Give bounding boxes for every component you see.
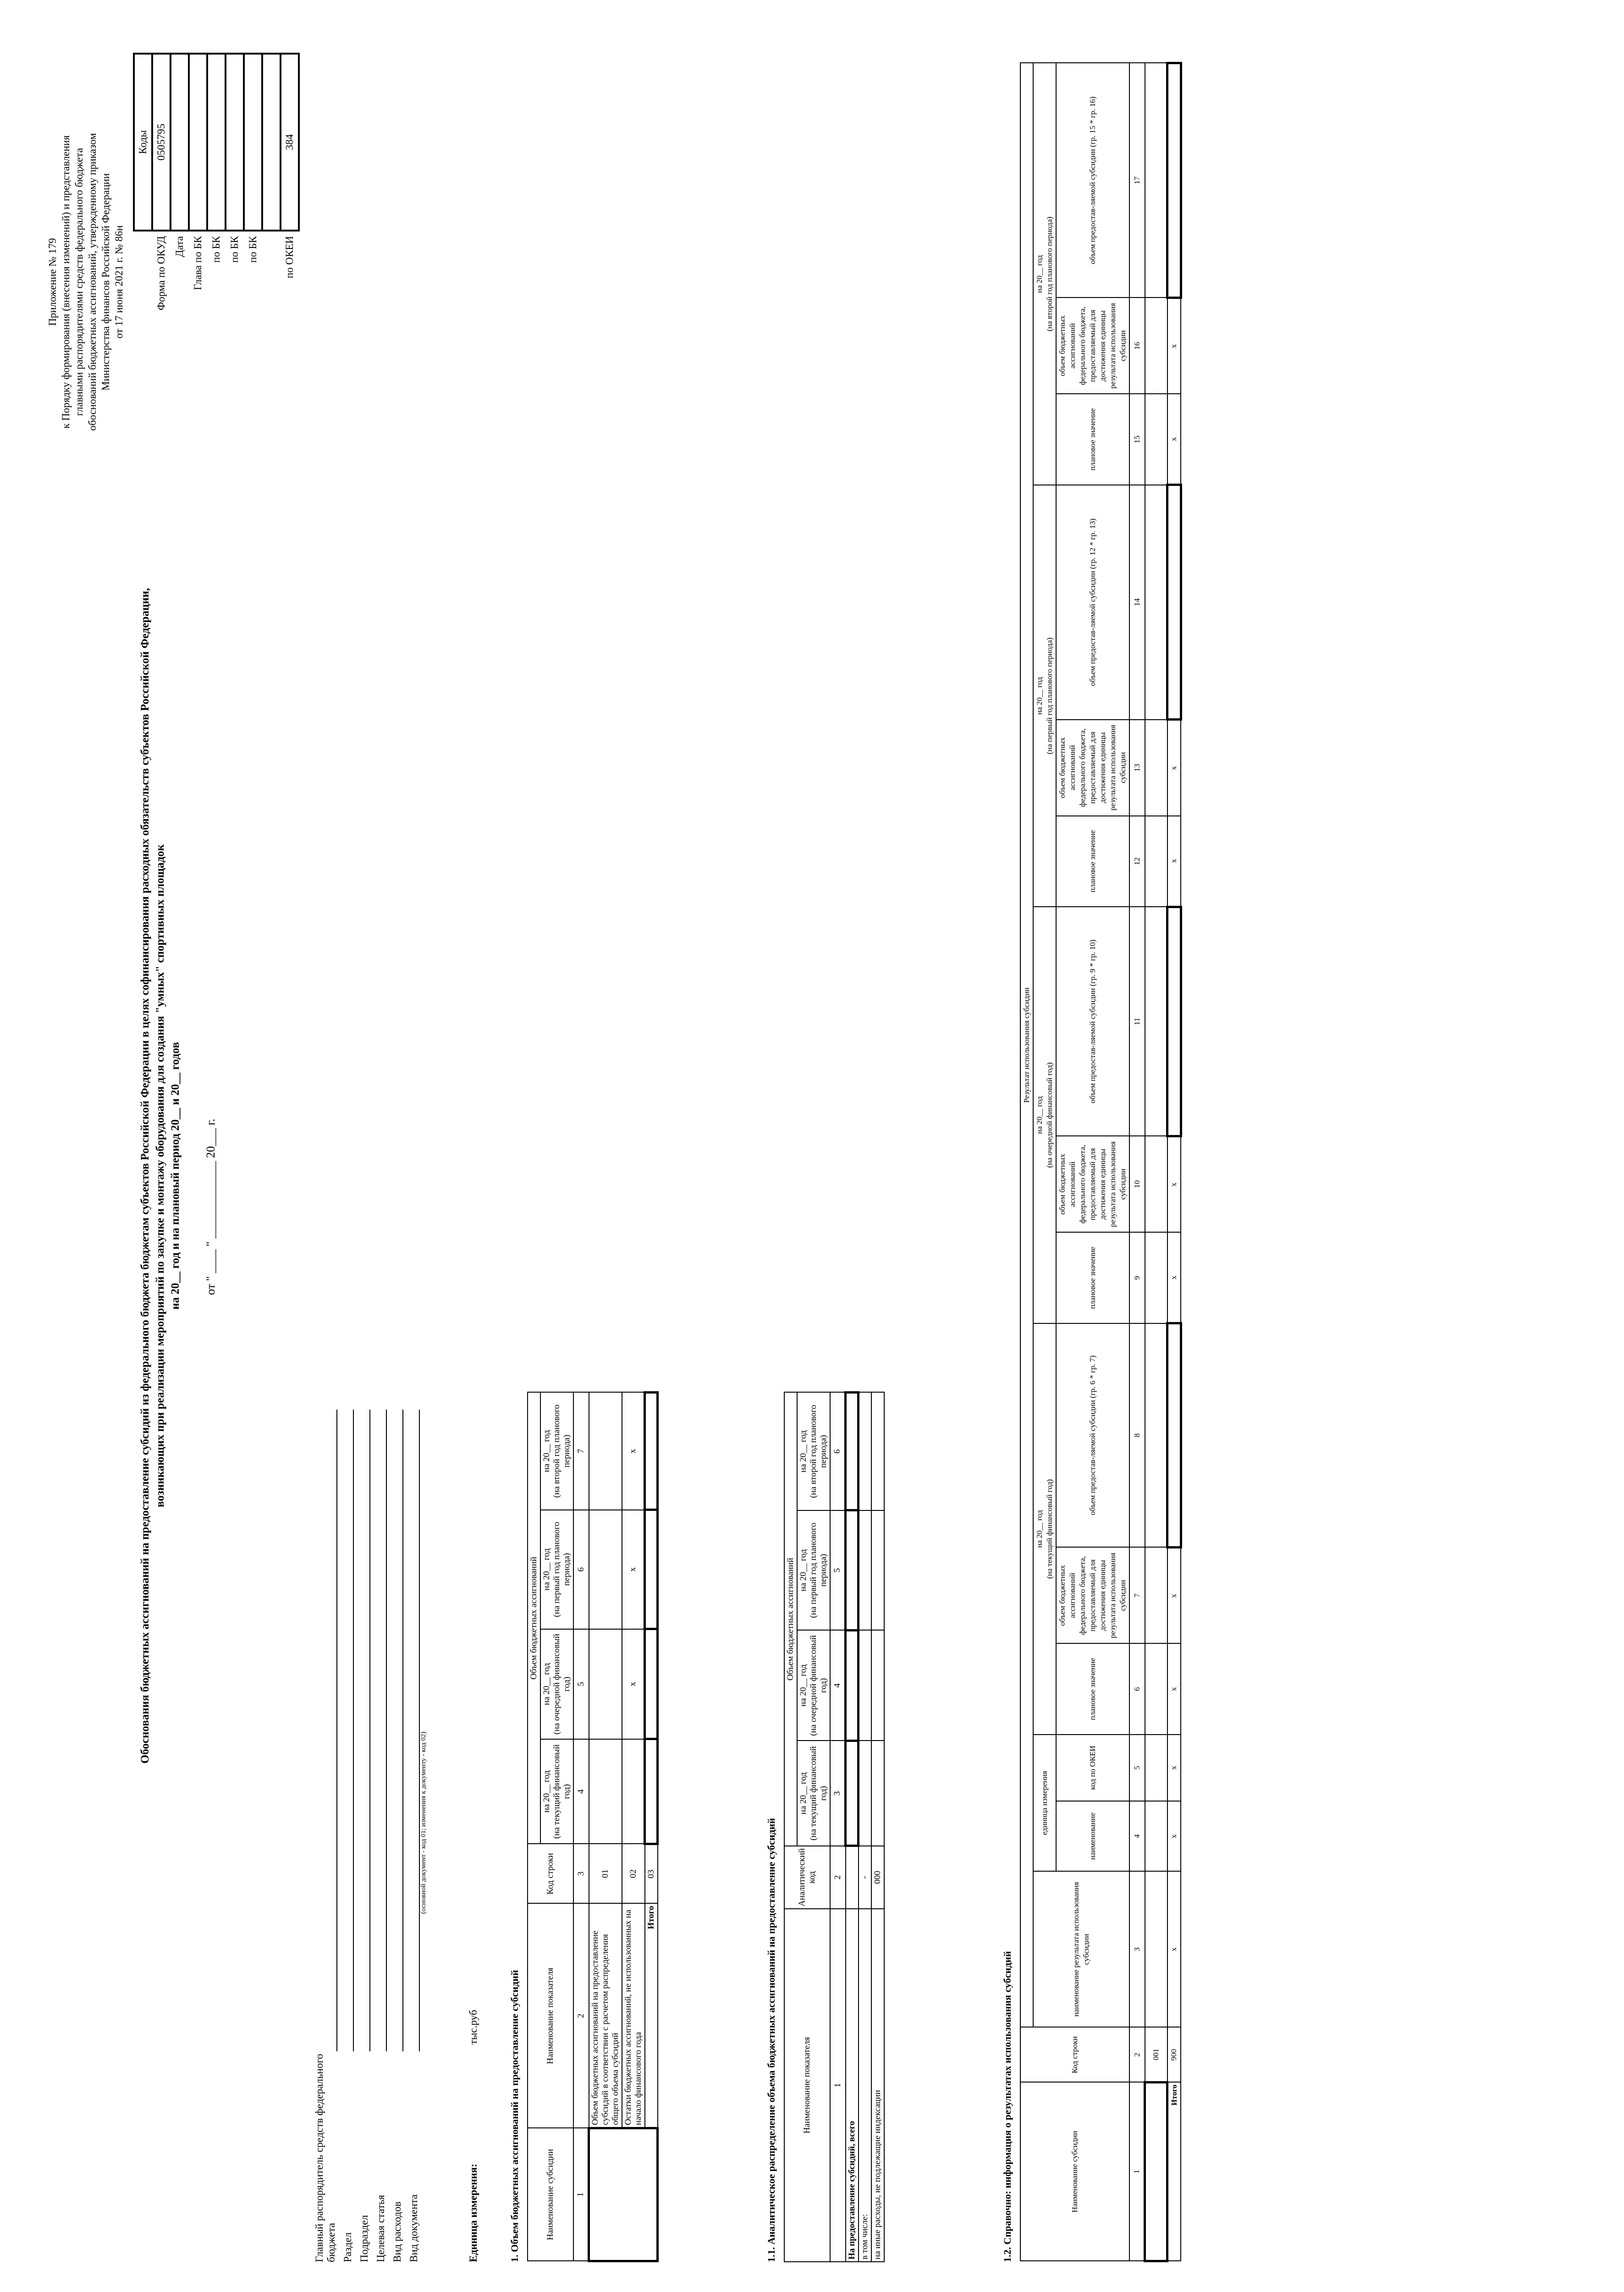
col-head-year — [797, 1510, 830, 1630]
year-sub: (на очередной финансовый год) — [552, 1634, 572, 1735]
total-label: Итого — [645, 1904, 658, 2128]
x-cell: x — [1167, 1735, 1181, 1801]
x-cell: x — [1167, 298, 1181, 394]
col-number: 5 — [573, 1629, 589, 1739]
col-head-volume: объем бюджетных ассигнований федерального бюджета, предоставляемый для достижения единицы результата использования субсидии — [1056, 1136, 1129, 1232]
appendix-number: Приложение № 179 — [47, 238, 58, 326]
col-head: Наименование субсидии — [1020, 2083, 1129, 2261]
grbs-label: Главный распорядитель средств федерального бюджета — [314, 2054, 337, 2262]
subsidy-name-cell[interactable] — [1145, 2083, 1167, 2261]
value-cell[interactable] — [1167, 907, 1181, 1136]
table-row — [589, 1393, 622, 2261]
row-code: 01 — [589, 1844, 622, 1904]
value-cell[interactable] — [846, 1741, 859, 1846]
x-cell: x — [1167, 1872, 1181, 2028]
col-head: единица измерения — [1033, 1735, 1056, 1872]
row-code: 900 — [1167, 2028, 1181, 2083]
code-label: по БК — [210, 236, 222, 263]
unit-label: Единица измерения: — [468, 2164, 479, 2262]
doc-hint: (основной документ - код 01; изменения к документу - код 02) — [420, 1731, 427, 1914]
title-line: на 20__ год и на плановый период 20__ и 20__ годов — [169, 1042, 182, 1310]
year-label: на 20__ год — [542, 1770, 551, 1813]
col-number: 1 — [830, 1909, 846, 2262]
code-value[interactable] — [262, 54, 281, 231]
code-value[interactable] — [207, 54, 226, 231]
appendix-line: от 17 июня 2021 г. № 86н — [113, 225, 125, 339]
col-head-plan: плановое значение — [1056, 816, 1129, 907]
col-number: 15 — [1129, 394, 1145, 485]
section12-title: 1.2. Справочно: информация о результатах использования субсидий — [1002, 1951, 1013, 2262]
value-cell[interactable] — [859, 1630, 871, 1741]
x-cell: x — [1167, 1232, 1181, 1323]
col-head-year — [540, 1393, 573, 1510]
appendix-header — [46, 53, 126, 511]
value-cell[interactable] — [871, 1630, 884, 1741]
col-number: 11 — [1129, 907, 1145, 1136]
col-head-plan: плановое значение — [1056, 394, 1129, 485]
unit-value: тыс.руб — [468, 2010, 479, 2045]
requisites-block — [314, 1410, 428, 2262]
col-number: 7 — [1129, 1547, 1145, 1643]
col-number: 13 — [1129, 720, 1145, 816]
col-head: Наименование субсидии — [528, 2128, 573, 2261]
target-label: Целевая статья — [375, 2195, 386, 2262]
col-number: 7 — [573, 1393, 589, 1510]
col-head-year — [1033, 1323, 1056, 1735]
code-value[interactable]: 384 — [281, 54, 299, 231]
code-label: по ОКЕИ — [284, 236, 295, 279]
year-sub: (на очередной финансовый год) — [809, 1635, 828, 1736]
x-cell: x — [1167, 1643, 1181, 1734]
value-cell[interactable] — [1145, 1735, 1167, 1801]
col-head-year — [797, 1393, 830, 1510]
col-number: 5 — [1129, 1735, 1145, 1801]
col-head-plan: плановое значение — [1056, 1232, 1129, 1323]
document-title — [138, 328, 183, 2024]
value-cell[interactable] — [589, 1393, 622, 1510]
year-sub: (на второй год планового периода) — [552, 1404, 572, 1498]
col-head: наименование результата использования субсидии — [1033, 1872, 1129, 2028]
col-number: 3 — [1129, 1872, 1145, 2028]
col-number: 2 — [573, 1904, 589, 2128]
subsidy-name-cell[interactable] — [589, 2128, 658, 2261]
col-head-volume: объем бюджетных ассигнований федерального бюджета, предоставляемый для достижения единицы результата использования субсидии — [1056, 298, 1129, 394]
x-cell: x — [622, 1393, 645, 1510]
code-label: по БК — [247, 236, 259, 263]
col-head: Объем бюджетных ассигнований — [528, 1393, 540, 1844]
value-cell[interactable] — [1145, 485, 1167, 720]
col-number: 12 — [1129, 816, 1145, 907]
col-number: 3 — [830, 1741, 846, 1846]
col-number: 4 — [830, 1630, 846, 1741]
col-head: код по ОКЕИ — [1056, 1735, 1129, 1801]
indicator-name: на иные расходы, не подлежащие индексации — [871, 1909, 884, 2262]
x-cell: x — [622, 1510, 645, 1629]
year-label: на 20__ год — [798, 1549, 808, 1592]
year-sub: (на первый год планового периода) — [552, 1521, 572, 1617]
year-label: на 20__ год — [542, 1548, 551, 1591]
col-head-year — [1033, 907, 1056, 1323]
col-number: 16 — [1129, 298, 1145, 394]
document-sheet — [28, 34, 1600, 2281]
appendix-line: к Порядку формирования (внесения изменений) и представления — [60, 135, 72, 429]
value-cell[interactable] — [645, 1510, 658, 1629]
year-sub: (на текущий финансовый год) — [1045, 1479, 1054, 1579]
target-field[interactable] — [374, 1410, 387, 2051]
year-sub: (на первый год планового периода) — [809, 1522, 828, 1618]
table-row — [871, 1393, 884, 2262]
value-cell[interactable] — [1145, 1232, 1167, 1323]
code-value[interactable] — [244, 54, 262, 231]
col-head-year — [1033, 63, 1056, 485]
section1-table — [527, 1391, 659, 2262]
vid-doc-field[interactable] — [407, 1410, 420, 2051]
col-number: 2 — [1129, 2028, 1145, 2083]
indicator-name: Остатки бюджетных ассигнований, не использованных на начало финансового года — [622, 1904, 645, 2128]
appendix-line: Министерства финансов Российской Федерации — [100, 173, 111, 391]
title-line: Обоснования бюджетных ассигнований на предоставление субсидий из федерального бюджета бюджетам субъектов Российской Федерации в целях софинансирования расходных обязательств субъектов Российской Федерации, — [139, 588, 151, 1764]
code-value[interactable]: 0505795 — [152, 54, 171, 231]
code-label: по БК — [229, 236, 240, 263]
podrazdel-label: Подраздел — [358, 2215, 370, 2262]
value-cell[interactable] — [1167, 485, 1181, 720]
row-code: 000 — [871, 1846, 884, 1909]
code-label: Дата — [174, 236, 185, 257]
row-code: 02 — [622, 1844, 645, 1904]
codes-table — [133, 53, 300, 356]
year-sub: (на очередной финансовый год) — [1045, 1062, 1054, 1168]
value-cell[interactable] — [1145, 816, 1167, 907]
indicator-name: На предоставление субсидий, всего — [846, 1909, 859, 2262]
podrazdel-field[interactable] — [358, 1410, 370, 2051]
col-head: наименование — [1056, 1801, 1129, 1872]
total-label: Итого — [1167, 2083, 1181, 2261]
col-head-year — [797, 1741, 830, 1846]
value-cell[interactable] — [859, 1393, 871, 1510]
table-row — [846, 1393, 859, 2262]
indicator-name: Объем бюджетных ассигнований на предоставление субсидий в соответствии с расчетом распределения общего объема субсидий — [589, 1904, 622, 2128]
year-label: на 20__ год — [798, 1772, 808, 1815]
col-head: Наименование показателя — [528, 1904, 573, 2128]
value-cell[interactable] — [1167, 63, 1181, 298]
col-head: Объем бюджетных ассигнований — [784, 1393, 797, 1846]
value-cell[interactable] — [589, 1739, 622, 1844]
col-head-year — [540, 1510, 573, 1629]
row-code — [846, 1846, 859, 1909]
table-row — [1167, 63, 1181, 2261]
year-sub: (на текущий финансовый год) — [552, 1744, 572, 1839]
col-number: 6 — [573, 1510, 589, 1629]
row-code: 03 — [645, 1844, 658, 1904]
col-head-year — [1033, 485, 1056, 907]
section1-title: 1. Объем бюджетных ассигнований на предоставление субсидий — [509, 1970, 520, 2262]
value-cell[interactable] — [1145, 1547, 1167, 1643]
col-number: 4 — [573, 1739, 589, 1844]
year-label: на 20__ год — [542, 1430, 551, 1472]
x-cell: x — [1167, 720, 1181, 816]
col-number: 14 — [1129, 485, 1145, 720]
value-cell[interactable] — [1145, 907, 1167, 1136]
col-head-volume: объем бюджетных ассигнований федерального бюджета, предоставляемый для достижения единицы результата использования субсидии — [1056, 1547, 1129, 1643]
value-cell[interactable] — [871, 1741, 884, 1846]
section11-table — [784, 1391, 885, 2262]
codes-header: Коды — [134, 54, 152, 231]
col-number: 2 — [830, 1846, 846, 1909]
year-label: на 20__ год — [542, 1663, 551, 1705]
col-number: 17 — [1129, 63, 1145, 298]
year-label: на 20__ год — [1035, 1096, 1044, 1134]
code-value[interactable] — [171, 54, 189, 231]
value-cell[interactable] — [1145, 1323, 1167, 1548]
document-date: от " ____ " _____________ 20___ г. — [204, 1118, 217, 1295]
table-row — [1145, 63, 1167, 2261]
col-head-calc: объем предостав-ляемой субсидии (гр. 9 * гр. 10) — [1056, 907, 1129, 1136]
unit-row — [468, 2010, 479, 2262]
year-sub: (на второй год планового периода) — [809, 1405, 828, 1498]
x-cell: x — [1167, 1801, 1181, 1872]
razdel-field[interactable] — [341, 1410, 354, 2051]
value-cell[interactable] — [846, 1510, 859, 1630]
value-cell[interactable] — [1145, 1872, 1167, 2028]
col-number: 9 — [1129, 1232, 1145, 1323]
value-cell[interactable] — [859, 1741, 871, 1846]
value-cell[interactable] — [1145, 394, 1167, 485]
year-label: на 20__ год — [1035, 677, 1044, 715]
value-cell[interactable] — [1167, 1323, 1181, 1548]
value-cell[interactable] — [846, 1630, 859, 1741]
col-head-calc: объем предостав-ляемой субсидии (гр. 6 * гр. 7) — [1056, 1323, 1129, 1548]
x-cell: x — [1167, 1547, 1181, 1643]
col-head-year — [540, 1739, 573, 1844]
row-code: 001 — [1145, 2028, 1167, 2083]
table-row — [859, 1393, 871, 2262]
col-number: 8 — [1129, 1323, 1145, 1548]
col-head: Результат использования субсидии — [1020, 63, 1033, 2028]
col-number: 3 — [573, 1844, 589, 1904]
x-cell: x — [1167, 394, 1181, 485]
col-number: 1 — [1129, 2083, 1145, 2261]
vid-rashodov-label: Вид расходов — [391, 2201, 403, 2262]
code-value[interactable] — [226, 54, 244, 231]
value-cell[interactable] — [846, 1393, 859, 1510]
value-cell[interactable] — [1145, 720, 1167, 816]
row-code: - — [859, 1846, 871, 1909]
value-cell[interactable] — [622, 1739, 645, 1844]
value-cell[interactable] — [871, 1510, 884, 1630]
x-cell: x — [622, 1629, 645, 1739]
col-number: 4 — [1129, 1801, 1145, 1872]
year-label: на 20__ год — [798, 1664, 808, 1707]
razdel-label: Раздел — [342, 2232, 353, 2262]
col-head-year — [540, 1629, 573, 1739]
value-cell[interactable] — [645, 1629, 658, 1739]
col-head: Код строки — [1020, 2028, 1129, 2083]
year-label: на 20__ год — [1035, 255, 1044, 293]
col-head-plan: плановое значение — [1056, 1643, 1129, 1734]
value-cell[interactable] — [1145, 1801, 1167, 1872]
title-line: возникающих при реализации мероприятий по закупке и монтажу оборудования для создания "умных" спортивных площадок — [154, 844, 166, 1508]
vid-rashodov-field[interactable] — [391, 1410, 403, 2051]
year-sub: (на первый год планового периода) — [1045, 637, 1054, 755]
value-cell[interactable] — [1145, 1136, 1167, 1232]
code-label: Форма по ОКУД — [155, 236, 167, 310]
col-number: 10 — [1129, 1136, 1145, 1232]
value-cell[interactable] — [589, 1510, 622, 1629]
col-head-year — [797, 1630, 830, 1741]
year-label: на 20__ год — [1035, 1510, 1044, 1548]
col-head: Аналитический код — [784, 1846, 830, 1909]
value-cell[interactable] — [1145, 63, 1167, 298]
col-head-volume: объем бюджетных ассигнований федерального бюджета, предоставляемый для достижения единицы результата использования субсидии — [1056, 720, 1129, 816]
vid-doc-label: Вид документа — [408, 2194, 419, 2262]
value-cell[interactable] — [859, 1510, 871, 1630]
col-number: 1 — [573, 2128, 589, 2261]
appendix-line: обоснований бюджетных ассигнований, утвержденному приказом — [87, 133, 98, 431]
col-number: 5 — [830, 1510, 846, 1630]
x-cell: x — [1167, 1136, 1181, 1232]
value-cell[interactable] — [871, 1393, 884, 1510]
section11-title: 1.1. Аналитическое распределение объема бюджетных ассигнований на предоставление субсидий — [765, 1818, 777, 2262]
col-number: 6 — [1129, 1643, 1145, 1734]
col-head-calc: объем предостав-ляемой субсидии (гр. 15 * гр. 16) — [1056, 63, 1129, 298]
year-sub: (на второй год планового периода) — [1045, 216, 1054, 331]
value-cell[interactable] — [1145, 298, 1167, 394]
indicator-name: в том числе: — [859, 1909, 871, 2262]
col-head: Код строки — [528, 1844, 573, 1904]
year-sub: (на текущий финансовый год) — [809, 1746, 828, 1841]
value-cell[interactable] — [589, 1629, 622, 1739]
section12-table — [1020, 62, 1182, 2262]
code-value[interactable] — [189, 54, 207, 231]
grbs-field[interactable] — [325, 1410, 337, 2051]
code-label — [262, 231, 281, 356]
appendix-line: главными распорядителями средств федерального бюджета — [73, 148, 85, 416]
value-cell[interactable] — [645, 1393, 658, 1510]
col-number: 6 — [830, 1393, 846, 1510]
col-head: Наименование показателя — [784, 1909, 830, 2262]
value-cell[interactable] — [1145, 1643, 1167, 1734]
value-cell[interactable] — [645, 1739, 658, 1844]
col-head-calc: объем предостав-ляемой субсидии (гр. 12 * гр. 13) — [1056, 485, 1129, 720]
code-label: Глава по БК — [192, 236, 204, 290]
year-label: на 20__ год — [798, 1430, 808, 1473]
x-cell: x — [1167, 816, 1181, 907]
